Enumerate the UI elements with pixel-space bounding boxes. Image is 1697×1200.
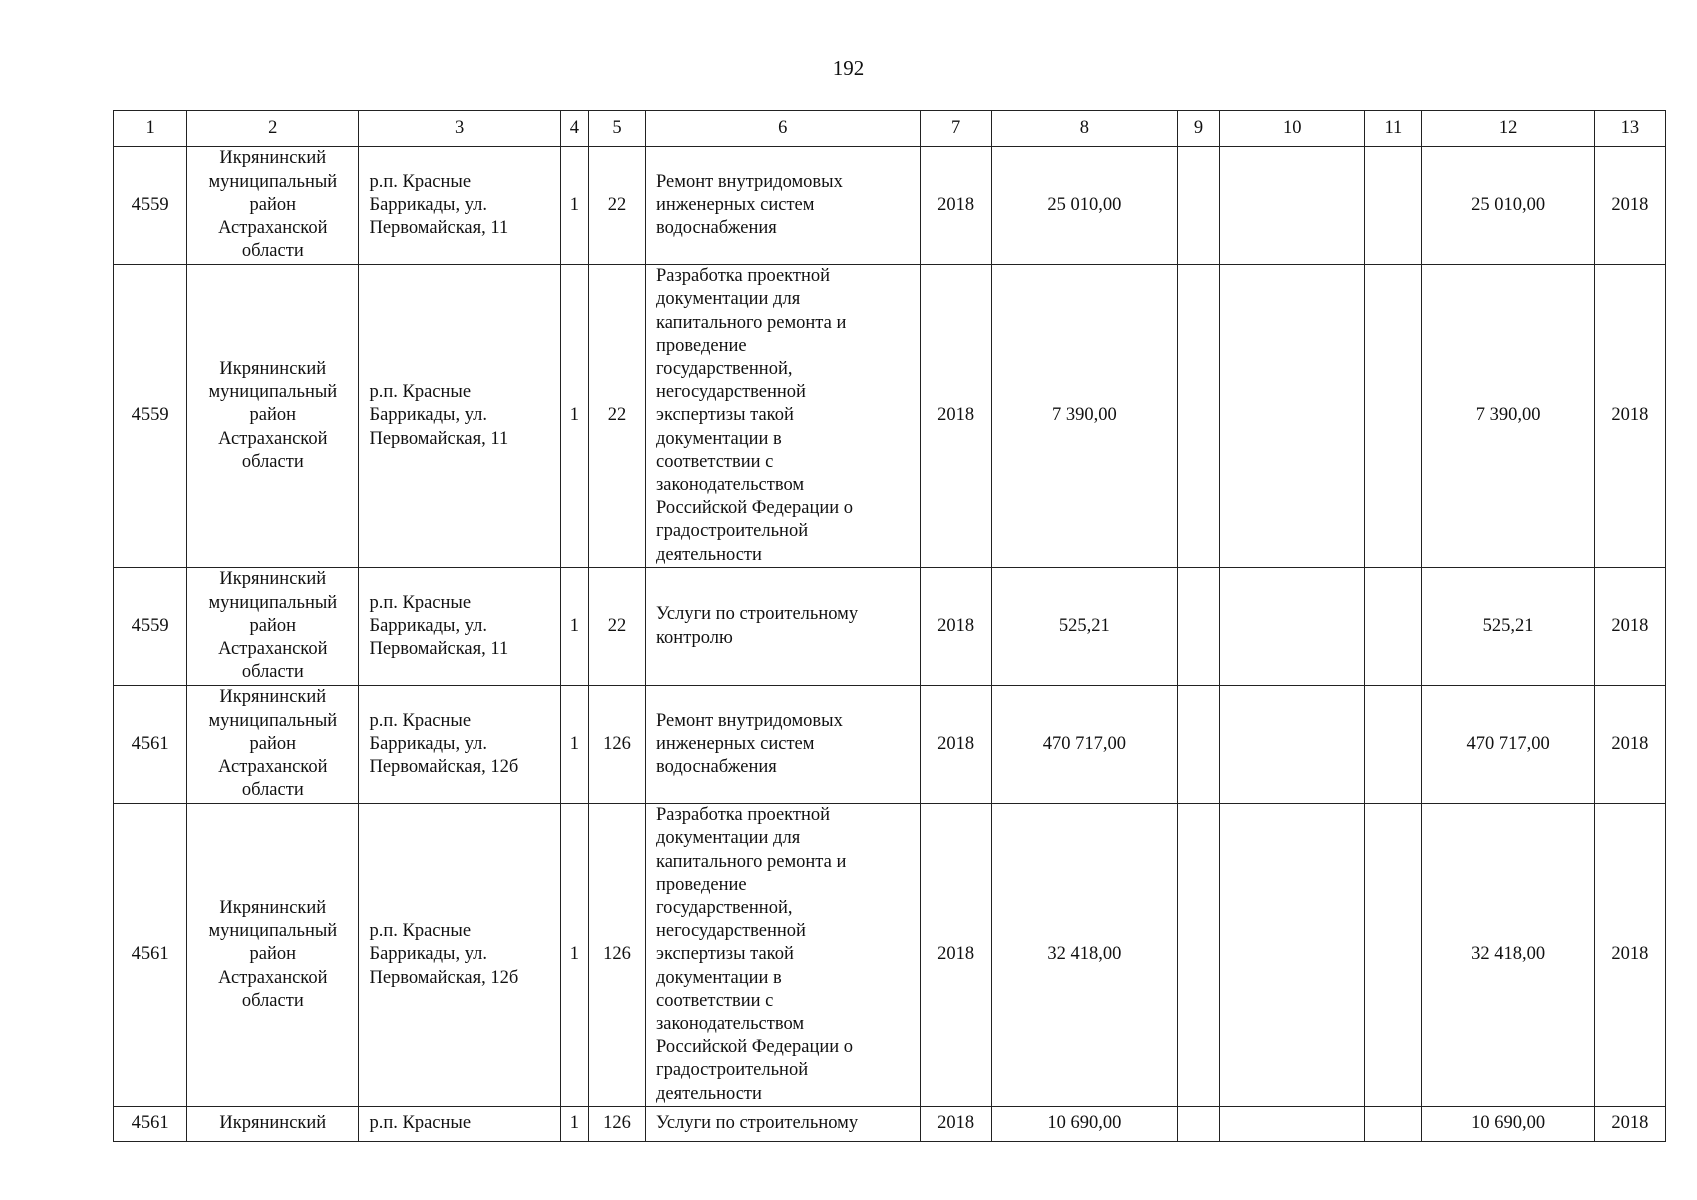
- year-cell: 2018: [920, 265, 991, 568]
- completion-year-cell: 2018: [1594, 686, 1665, 804]
- record-number-cell: 4561: [114, 686, 187, 804]
- record-number-cell: 4561: [114, 1107, 187, 1142]
- amount-cell: 525,21: [1422, 568, 1594, 686]
- column-header-13: 13: [1594, 111, 1665, 147]
- table-body: [114, 147, 1666, 1142]
- column-11-cell: [1365, 568, 1422, 686]
- column-9-cell: [1178, 568, 1220, 686]
- column-header-10: 10: [1220, 111, 1365, 147]
- table-row: [114, 265, 1666, 568]
- column-header-12: 12: [1422, 111, 1594, 147]
- amount-cell: 470 717,00: [1422, 686, 1594, 804]
- column-10-cell: [1220, 1107, 1365, 1142]
- column-header-7: 7: [920, 111, 991, 147]
- column-header-3: 3: [359, 111, 560, 147]
- record-number-cell: 4561: [114, 804, 187, 1107]
- address-cell: р.п. Красные Баррикады, ул. Первомайская, 12б: [359, 804, 560, 1107]
- column-4-cell: 1: [560, 804, 588, 1107]
- year-cell: 2018: [920, 804, 991, 1107]
- column-5-cell: 22: [588, 147, 645, 265]
- completion-year-cell: 2018: [1594, 265, 1665, 568]
- amount-cell: 25 010,00: [1422, 147, 1594, 265]
- column-9-cell: [1178, 804, 1220, 1107]
- column-header-5: 5: [588, 111, 645, 147]
- column-9-cell: [1178, 265, 1220, 568]
- cost-cell: 525,21: [991, 568, 1177, 686]
- column-5-cell: 126: [588, 1107, 645, 1142]
- column-11-cell: [1365, 147, 1422, 265]
- work-type-cell: Услуги по строительному контролю: [646, 568, 921, 686]
- cost-cell: 10 690,00: [991, 1107, 1177, 1142]
- cost-cell: 7 390,00: [991, 265, 1177, 568]
- column-4-cell: 1: [560, 568, 588, 686]
- table-row: [114, 568, 1666, 686]
- column-11-cell: [1365, 686, 1422, 804]
- address-cell: р.п. Красные Баррикады, ул. Первомайская, 11: [359, 265, 560, 568]
- column-10-cell: [1220, 147, 1365, 265]
- column-9-cell: [1178, 147, 1220, 265]
- column-10-cell: [1220, 686, 1365, 804]
- district-cell: Икрянинский муниципальный район Астраханской области: [187, 804, 359, 1107]
- works-register-table: [113, 110, 1666, 1142]
- column-header-2: 2: [187, 111, 359, 147]
- column-5-cell: 22: [588, 265, 645, 568]
- address-cell: р.п. Красные: [359, 1107, 560, 1142]
- column-header-4: 4: [560, 111, 588, 147]
- column-9-cell: [1178, 1107, 1220, 1142]
- table-row: [114, 686, 1666, 804]
- column-4-cell: 1: [560, 686, 588, 804]
- completion-year-cell: 2018: [1594, 568, 1665, 686]
- work-type-cell: Разработка проектной документации для капитального ремонта и проведение государственной, негосударственной экспертизы такой документации в соответствии с законодательством Российской Федерации о градостроительной деятельности: [646, 265, 921, 568]
- page-number: 192: [832, 56, 865, 80]
- column-5-cell: 126: [588, 804, 645, 1107]
- year-cell: 2018: [920, 1107, 991, 1142]
- column-4-cell: 1: [560, 265, 588, 568]
- record-number-cell: 4559: [114, 265, 187, 568]
- table-row: [114, 804, 1666, 1107]
- column-header-6: 6: [646, 111, 921, 147]
- amount-cell: 7 390,00: [1422, 265, 1594, 568]
- work-type-cell: Ремонт внутридомовых инженерных систем водоснабжения: [646, 686, 921, 804]
- column-header-8: 8: [991, 111, 1177, 147]
- year-cell: 2018: [920, 568, 991, 686]
- column-10-cell: [1220, 568, 1365, 686]
- year-cell: 2018: [920, 686, 991, 804]
- address-cell: р.п. Красные Баррикады, ул. Первомайская, 11: [359, 568, 560, 686]
- work-type-cell: Ремонт внутридомовых инженерных систем водоснабжения: [646, 147, 921, 265]
- district-cell: Икрянинский муниципальный район Астраханской области: [187, 686, 359, 804]
- amount-cell: 10 690,00: [1422, 1107, 1594, 1142]
- amount-cell: 32 418,00: [1422, 804, 1594, 1107]
- district-cell: Икрянинский муниципальный район Астраханской области: [187, 147, 359, 265]
- cost-cell: 470 717,00: [991, 686, 1177, 804]
- table-row: [114, 147, 1666, 265]
- column-4-cell: 1: [560, 1107, 588, 1142]
- address-cell: р.п. Красные Баррикады, ул. Первомайская, 11: [359, 147, 560, 265]
- table-row: [114, 1107, 1666, 1142]
- column-11-cell: [1365, 1107, 1422, 1142]
- column-number-header-row: [114, 111, 1666, 147]
- address-cell: р.п. Красные Баррикады, ул. Первомайская, 12б: [359, 686, 560, 804]
- column-5-cell: 126: [588, 686, 645, 804]
- record-number-cell: 4559: [114, 568, 187, 686]
- cost-cell: 25 010,00: [991, 147, 1177, 265]
- district-cell: Икрянинский муниципальный район Астраханской области: [187, 265, 359, 568]
- cost-cell: 32 418,00: [991, 804, 1177, 1107]
- completion-year-cell: 2018: [1594, 1107, 1665, 1142]
- column-10-cell: [1220, 804, 1365, 1107]
- completion-year-cell: 2018: [1594, 147, 1665, 265]
- column-9-cell: [1178, 686, 1220, 804]
- column-header-1: 1: [114, 111, 187, 147]
- record-number-cell: 4559: [114, 147, 187, 265]
- column-10-cell: [1220, 265, 1365, 568]
- completion-year-cell: 2018: [1594, 804, 1665, 1107]
- year-cell: 2018: [920, 147, 991, 265]
- column-4-cell: 1: [560, 147, 588, 265]
- district-cell: Икрянинский: [187, 1107, 359, 1142]
- work-type-cell: Услуги по строительному: [646, 1107, 921, 1142]
- column-5-cell: 22: [588, 568, 645, 686]
- column-header-11: 11: [1365, 111, 1422, 147]
- column-11-cell: [1365, 804, 1422, 1107]
- district-cell: Икрянинский муниципальный район Астраханской области: [187, 568, 359, 686]
- work-type-cell: Разработка проектной документации для капитального ремонта и проведение государственной, негосударственной экспертизы такой документации в соответствии с законодательством Российской Федерации о градостроительной деятельности: [646, 804, 921, 1107]
- column-11-cell: [1365, 265, 1422, 568]
- column-header-9: 9: [1178, 111, 1220, 147]
